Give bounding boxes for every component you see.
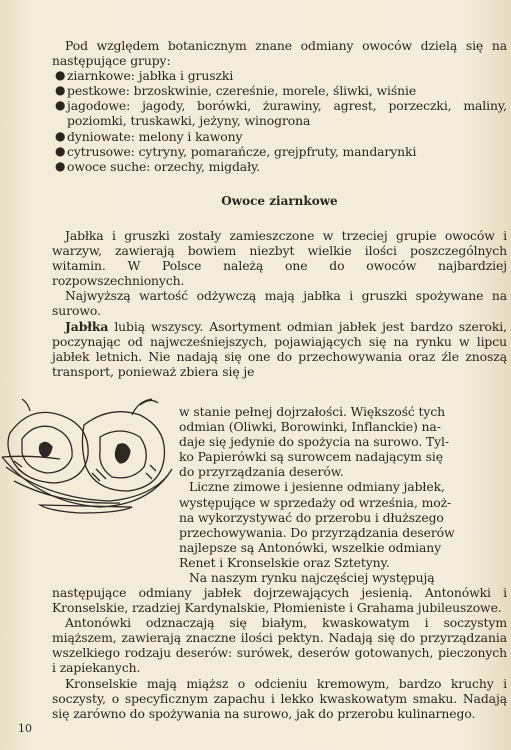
page-number: 10 — [18, 722, 32, 735]
list-item-text: dyniowate: melony i kawony — [67, 128, 243, 144]
bullet-icon: ● — [55, 83, 66, 98]
list-item — [52, 129, 507, 144]
paragraph: Jabłka i gruszki zostały zamieszczone w trzeciej grupie owoców i warzyw, zawierają bowiem niezbyt wielkie ilości poszczególnych witamin. W Polsce należą one do owoców najbardziej rozpowszechnionych. — [52, 228, 507, 289]
fruit-group-list — [52, 68, 507, 174]
list-item — [52, 144, 507, 159]
list-item — [52, 159, 507, 174]
section-heading: Owoce ziarnkowe — [221, 194, 338, 208]
text-line: odmian (Oliwki, Borowinki, Inflanckie) na- — [179, 419, 441, 435]
text-line: daje się jedynie do spożycia na surowo. Tyl- — [179, 434, 449, 450]
list-item — [52, 98, 507, 128]
paragraph: Najwyższą wartość odżywczą mają jabłka i gruszki spożywane na surowo. — [52, 288, 507, 319]
paragraph: Antonówki odznaczają się białym, kwaskowatym i soczystym miąższem, zawierają znaczne ilości pektyn. Nadają się do przyrządzania wszelkiego rodzaju deserów: surówek, deserów gotowanych, pieczonych i zapiekanych. — [52, 615, 507, 676]
list-item — [52, 68, 507, 83]
intro-text: Pod względem botanicznym znane odmiany owoców dzielą się na następujące grupy: — [52, 38, 507, 69]
text-line: ko Papierówki są surowcem nadającym się — [179, 449, 443, 465]
text-line: Renet i Kronselskie oraz Sztetyny. — [179, 554, 390, 570]
text-line: Na naszym rynku najczęściej występują — [189, 570, 435, 586]
bullet-icon: ● — [55, 158, 66, 173]
bullet-icon: ● — [55, 143, 66, 158]
body-top — [52, 228, 507, 379]
paragraph — [52, 319, 507, 379]
wrapped-text-block — [179, 404, 507, 585]
paragraph-rest: lubią wszyscy. Asortyment odmian jabłek jest bardzo szeroki, poczynając od najwcześniejszych, pojawiających się na rynku w lipcu jabłek letnich. Nie nadają się one do przechowywania oraz źle znoszą transport, ponieważ zbiera się je — [52, 318, 507, 379]
text-line: przechowywania. Do przyrządzania deserów — [179, 524, 455, 540]
list-item-text: pestkowe: brzoskwinie, czereśnie, morele, śliwki, wiśnie — [67, 83, 417, 99]
list-item — [52, 83, 507, 98]
paragraph: następujące odmiany jabłek dojrzewających jesienią. Antonówki i Kronselskie, rzadziej Kardynalskie, Płomieniste i Grahama jubileuszowe. — [52, 585, 507, 616]
paragraph: Kronselskie mają miąższ o odcieniu kremowym, bardzo kruchy i soczysty, o specyficznym zapachu i lekko kwaskowatym smaku. Nadają się zarówno do spożywania na surowo, jak do przerobu kulinarnego. — [52, 675, 507, 721]
bullet-icon: ● — [55, 128, 66, 143]
text-line: w stanie pełnej dojrzałości. Większość tych — [179, 404, 446, 419]
list-item-text: owoce suche: orzechy, migdały. — [67, 158, 261, 174]
text-line: występujące w sprzedaży od września, moż- — [179, 494, 452, 510]
list-item-text: cytrusowe: cytryny, pomarańcze, grejpfruty, mandarynki — [67, 143, 417, 159]
text-line: Liczne zimowe i jesienne odmiany jabłek, — [189, 479, 445, 495]
bullet-icon: ● — [55, 98, 66, 113]
text-line: najlepsze są Antonówki, wszelkie odmiany — [179, 539, 442, 555]
text-line: na wykorzystywać do przerobu i dłuższego — [179, 509, 444, 525]
bullet-icon: ● — [55, 68, 66, 83]
apples-bowl-illustration — [0, 395, 178, 515]
body-bottom — [52, 585, 507, 721]
bold-term: Jabłka — [65, 318, 109, 334]
list-item-text: ziarnkowe: jabłka i gruszki — [67, 68, 234, 84]
text-line: do przyrządzania deserów. — [179, 464, 344, 480]
intro-section — [52, 38, 507, 174]
list-item-text: jagodowe: jagody, borówki, żurawiny, agrest, porzeczki, maliny, poziomki, truskawki, jeżyny, winogrona — [67, 98, 507, 129]
